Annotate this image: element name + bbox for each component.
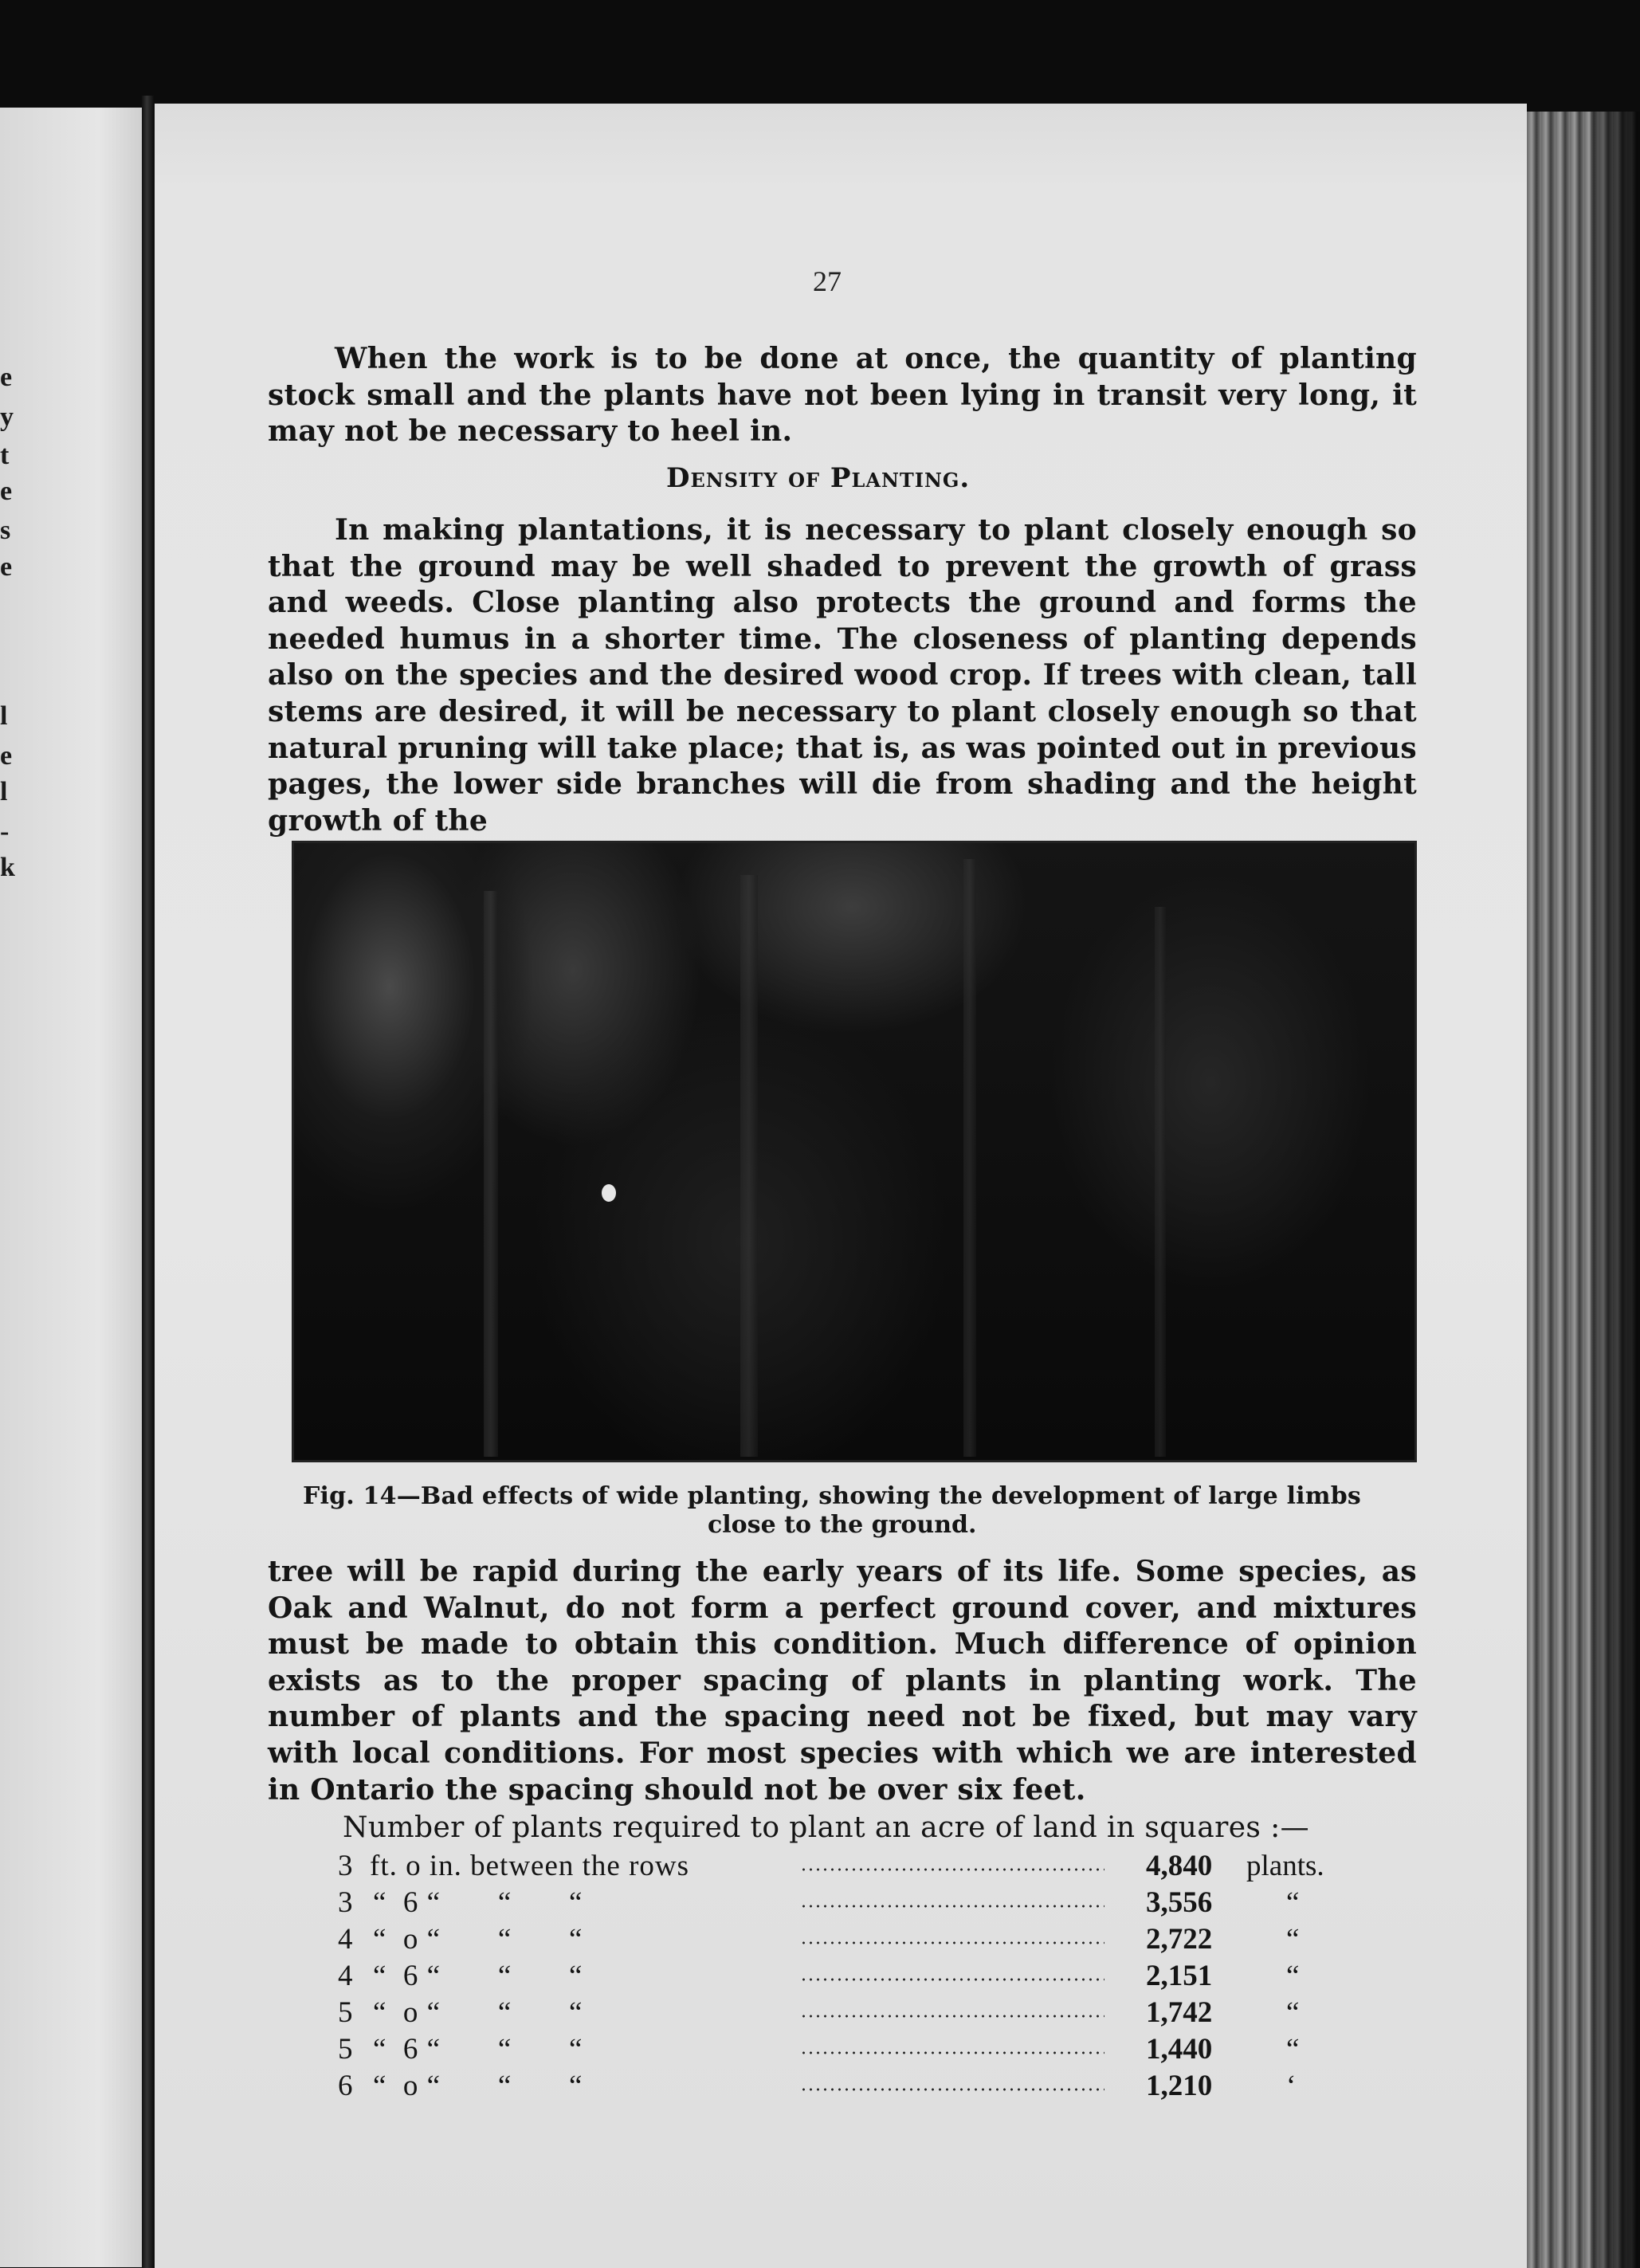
paragraph-heel-in: When the work is to be done at once, the quantity of planting stock small and the plants have not been lying in transit very long, it may not be necessary to heel in. xyxy=(268,342,1417,449)
table-row xyxy=(338,2032,1374,2069)
row-spacing: ft. o in. between the rows xyxy=(370,1850,690,1882)
figure-caption-line1: Fig. 14—Bad effects of wide planting, showing the development of large limbs xyxy=(303,1482,1361,1510)
section-heading: Density of Planting. xyxy=(666,462,971,494)
row-spacing: “ 6 “ “ “ xyxy=(373,2033,583,2066)
edge-letter: l xyxy=(0,701,8,731)
edge-letter: s xyxy=(0,516,11,545)
row-count: 1,742 xyxy=(1146,1996,1213,2029)
row-count: 2,722 xyxy=(1146,1923,1213,1956)
table-row xyxy=(338,2069,1374,2105)
row-count: 1,210 xyxy=(1146,2070,1213,2102)
row-unit: “ xyxy=(1286,2033,1300,2066)
table-row xyxy=(338,1849,1374,1885)
row-count: 4,840 xyxy=(1146,1850,1213,1882)
table-row xyxy=(338,1959,1374,1995)
edge-letter: e xyxy=(0,741,13,771)
leader-dots xyxy=(800,2051,1104,2054)
leader-dots xyxy=(800,1941,1104,1944)
page-number: 27 xyxy=(813,265,842,297)
row-feet: 4 xyxy=(338,1960,353,1992)
tree-trunk xyxy=(1155,907,1166,1457)
paragraph-spacing: tree will be rapid during the early years of its life. Some species, as Oak and Walnut, do not form a perfect ground cover, and mixtures must be made to obtain this condition. Much difference of opinion exists as to the proper spacing of plants in planting work. The number of plants and the spacing need not be fixed, but may vary with local conditions. For most species with which we are interested in Ontario the spacing should not be over six feet. xyxy=(268,1555,1417,1807)
row-spacing: “ o “ “ “ xyxy=(373,2070,583,2102)
row-spacing: “ o “ “ “ xyxy=(373,1923,583,1956)
row-unit: “ xyxy=(1286,1886,1300,1919)
row-unit: “ xyxy=(1286,1923,1300,1956)
book-gutter xyxy=(142,96,155,2268)
page-stack-shadow xyxy=(1591,112,1640,2268)
figure-caption-line2: close to the ground. xyxy=(708,1511,977,1539)
row-feet: 3 xyxy=(338,1886,353,1919)
table-row xyxy=(338,1995,1374,2032)
tree-trunk xyxy=(963,859,976,1457)
leader-dots xyxy=(800,2015,1104,2018)
row-count: 1,440 xyxy=(1146,2033,1213,2066)
edge-letter: e xyxy=(0,363,13,392)
row-feet: 4 xyxy=(338,1923,353,1956)
row-feet: 6 xyxy=(338,2070,353,2102)
spacing-table-title: Number of plants required to plant an acre of land in squares :— xyxy=(343,1811,1310,1844)
row-unit: ‘ xyxy=(1286,2070,1297,2102)
leader-dots xyxy=(800,2088,1104,2091)
edge-letter: l xyxy=(0,777,8,806)
row-feet: 5 xyxy=(338,2033,353,2066)
row-count: 3,556 xyxy=(1146,1886,1213,1919)
tree-trunk xyxy=(484,891,498,1457)
row-unit: plants. xyxy=(1246,1850,1324,1882)
edge-letter: k xyxy=(0,853,15,882)
figure-photo-wide-planting xyxy=(292,841,1417,1462)
tree-trunk xyxy=(740,875,758,1457)
table-row xyxy=(338,1922,1374,1959)
light-spot xyxy=(602,1184,616,1202)
left-page-edge xyxy=(0,108,142,2267)
paragraph-density: In making plantations, it is necessary to plant closely enough so that the ground may be well shaded to prevent the growth of grass and weeds. Close planting also protects the ground and forms the needed humus in a shorter time. The closeness of planting depends also on the species and the desired wood crop. If trees with clean, tall stems are desired, it will be necessary to plant closely enough so that natural pruning will take place; that is, as was pointed out in previous pages, the lower side branches will die from shading and the height growth of the xyxy=(268,513,1417,838)
table-row xyxy=(338,1885,1374,1922)
row-unit: “ xyxy=(1286,1996,1300,2029)
leader-dots xyxy=(800,1905,1104,1908)
leader-dots xyxy=(800,1868,1104,1871)
edge-letter: e xyxy=(0,477,13,506)
row-unit: “ xyxy=(1286,1960,1300,1992)
edge-letter: y xyxy=(0,402,14,432)
edge-letter: - xyxy=(0,817,10,846)
row-feet: 5 xyxy=(338,1996,353,2029)
row-spacing: “ 6 “ “ “ xyxy=(373,1960,583,1992)
row-spacing: “ 6 “ “ “ xyxy=(373,1886,583,1919)
row-feet: 3 xyxy=(338,1850,353,1882)
edge-letter: e xyxy=(0,552,13,582)
row-count: 2,151 xyxy=(1146,1960,1213,1992)
row-spacing: “ o “ “ “ xyxy=(373,1996,583,2029)
edge-letter: t xyxy=(0,441,10,470)
leader-dots xyxy=(800,1978,1104,1981)
